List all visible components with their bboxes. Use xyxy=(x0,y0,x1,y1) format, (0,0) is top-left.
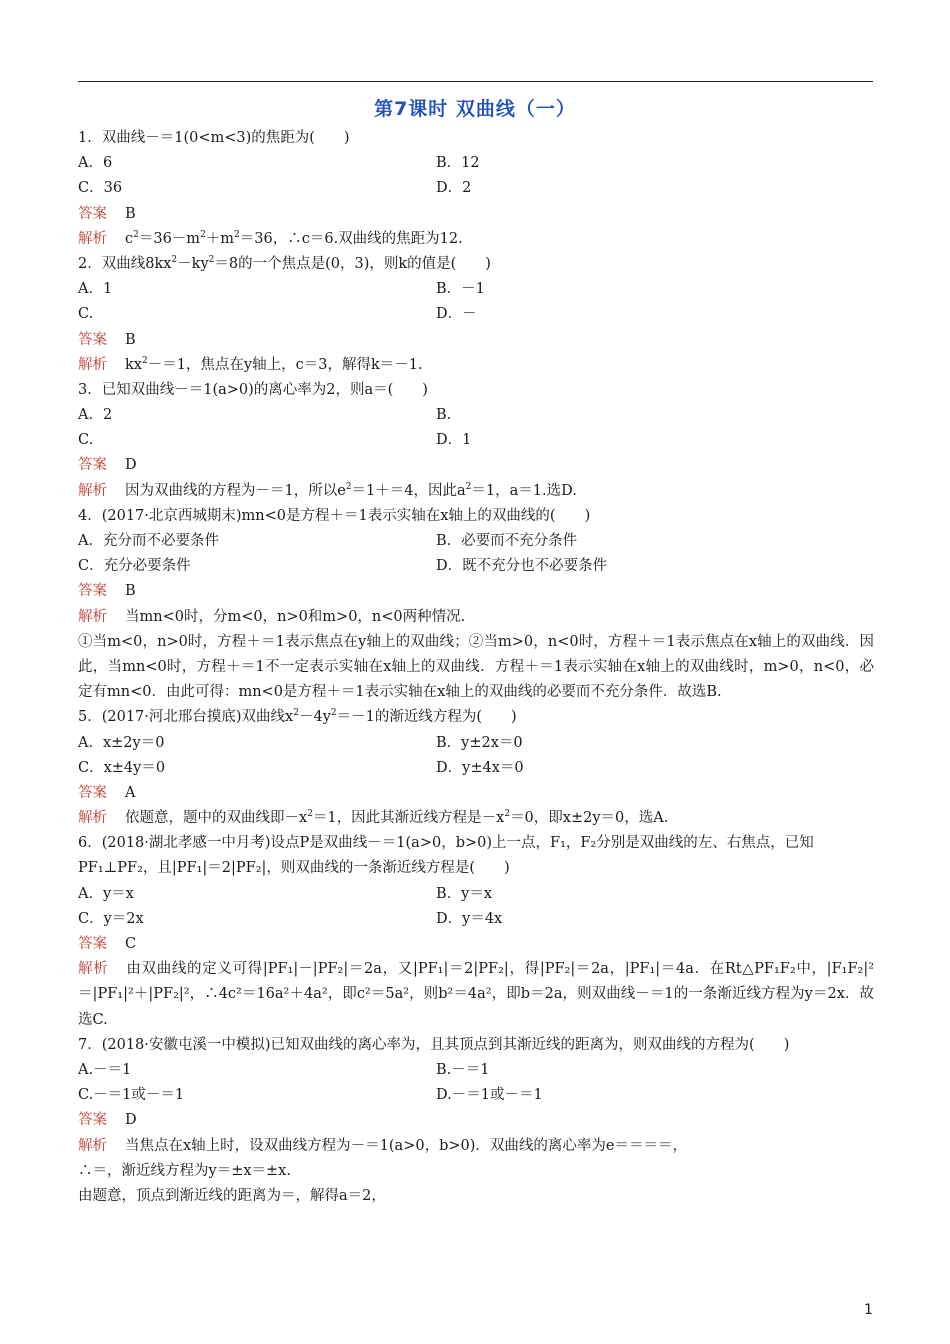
option-a: A．1 xyxy=(78,281,113,298)
option-a: A．6 xyxy=(78,155,113,172)
question-7-analysis: 解析 当焦点在x轴上时，设双曲线方程为－＝1(a>0，b>0)．双曲线的离心率为e＝＝＝＝， xyxy=(78,1137,687,1154)
answer-label: 答案 xyxy=(78,936,107,953)
question-7-analysis-line3: 由题意，顶点到渐近线的距离为＝，解得a＝2， xyxy=(78,1187,386,1204)
question-6-analysis: 解析 由双曲线的定义可得|PF₁|－|PF₂|＝2a，又|PF₁|＝2|PF₂|，得|PF₂|＝2a，|PF₁|＝4a．在Rt△PF₁F₂中，|F₁F₂|²＝|PF₁|²＋|PF₂|²，∴4c²＝16a²＋4a²，即c²＝5a²，则b²＝4a²，即b＝2a，则双曲线－＝1的一条渐近线方程为y＝2x．故选C. xyxy=(78,961,875,1028)
option-a: A.－＝1 xyxy=(78,1062,132,1079)
question-5-stem: 5．(2017·河北邢台摸底)双曲线$x^2-4y^2=-1$的渐近线方程为( ) xyxy=(78,708,517,726)
analysis-label: 解析 xyxy=(78,608,107,625)
option-b: B．y±2x＝0 xyxy=(436,734,523,751)
answer-label: 答案 xyxy=(78,205,107,222)
option-d: D．1 xyxy=(436,432,472,449)
analysis-label: 解析 xyxy=(78,482,107,499)
option-b: B. xyxy=(436,407,452,424)
question-7-stem: 7．(2018·安徽屯溪一中模拟)已知双曲线的离心率为，且其顶点到其渐近线的距离为，则双曲线的方程为( ) xyxy=(78,1036,790,1053)
option-b: B.－＝1 xyxy=(436,1062,490,1079)
option-b: B．y＝x xyxy=(436,885,493,902)
answer-label: 答案 xyxy=(78,331,107,348)
option-a: A．x±2y＝0 xyxy=(78,734,165,751)
page-title: 第7课时 双曲线（一） xyxy=(374,98,576,120)
question-6-stem-line1: 6．(2018·湖北孝感一中月考)设点P是双曲线－＝1(a>0，b>0)上一点，F₁，F₂分别是双曲线的左、右焦点，已知 xyxy=(78,835,814,852)
question-3-options-row2 xyxy=(78,428,874,453)
page-number: 1 xyxy=(864,1302,873,1318)
question-4-options-row1 xyxy=(78,529,874,554)
question-6-answer: 答案 C xyxy=(78,936,137,953)
option-d: D．－ xyxy=(436,306,477,323)
question-1-analysis: 解析 $c^2=36-m^2+m^2=36$，∴c＝6.双曲线的焦距为12. xyxy=(78,229,463,247)
analysis-label: 解析 xyxy=(78,356,107,373)
question-4-analysis-paragraph: ①当m<0，n>0时，方程＋＝1表示焦点在y轴上的双曲线；②当m>0，n<0时，方程＋＝1表示焦点在x轴上的双曲线．因此，当mn<0时，方程＋＝1不一定表示实轴在x轴上的双曲线．方程＋＝1表示实轴在x轴上的双曲线时，m>0，n<0，必定有mn<0．由此可得：mn<0是方程＋＝1表示实轴在x轴上的双曲线的必要而不充分条件．故选B. xyxy=(78,633,874,701)
question-2-options-row2 xyxy=(78,302,874,327)
option-d: D．y＝4x xyxy=(436,910,503,927)
question-2-options-row1 xyxy=(78,277,874,302)
option-b: B．－1 xyxy=(436,281,485,298)
question-5-options-row2 xyxy=(78,756,874,781)
option-c: C. xyxy=(78,432,94,449)
analysis-label: 解析 xyxy=(78,230,107,247)
option-c: C．x±4y＝0 xyxy=(78,759,166,776)
option-c: C.－＝1或－＝1 xyxy=(78,1087,185,1104)
question-7-options-row2 xyxy=(78,1083,874,1108)
question-1-stem: 1．双曲线－＝1(0<m<3)的焦距为( ) xyxy=(78,130,350,146)
question-7-analysis-line2: ∴＝，渐近线方程为y＝±x＝±x. xyxy=(78,1162,291,1179)
question-6-stem-line2: PF₁⊥PF₂，且|PF₁|＝2|PF₂|，则双曲线的一条渐近线方程是( ) xyxy=(78,860,510,877)
option-a: A．充分而不必要条件 xyxy=(78,533,219,549)
question-7-answer: 答案 D xyxy=(78,1112,137,1129)
question-5-answer: 答案 A xyxy=(78,784,136,801)
answer-label: 答案 xyxy=(78,1112,107,1129)
analysis-label: 解析 xyxy=(78,810,107,827)
question-3-answer: 答案 D xyxy=(78,457,137,474)
answer-label: 答案 xyxy=(78,583,107,600)
question-6-options-row2 xyxy=(78,907,874,932)
option-d: D.－＝1或－＝1 xyxy=(436,1087,543,1104)
option-d: D．y±4x＝0 xyxy=(436,759,524,776)
option-b: B．必要而不充分条件 xyxy=(436,533,578,549)
question-3-options-row1 xyxy=(78,403,874,428)
option-c: C. xyxy=(78,306,94,323)
question-5-options-row1 xyxy=(78,731,874,756)
option-c: C．y＝2x xyxy=(78,910,144,927)
analysis-label: 解析 xyxy=(78,1137,107,1154)
question-2-stem: 2．双曲线$8kx^2-ky^2=8$的一个焦点是(0，3)，则k的值是( ) xyxy=(78,255,491,272)
option-c: C．36 xyxy=(78,180,123,197)
option-b: B．12 xyxy=(436,155,480,172)
question-3-stem: 3．已知双曲线－＝1(a>0)的离心率为2，则a＝( ) xyxy=(78,381,428,398)
answer-label: 答案 xyxy=(78,784,107,801)
question-2-answer: 答案 B xyxy=(78,331,136,348)
question-1-options-row2 xyxy=(78,176,874,201)
question-5-analysis: 解析 依题意，题中的双曲线即$-x^2=1$，因此其渐近线方程是$-x^2=0$，即x±2y＝0，选A. xyxy=(78,809,669,827)
option-c: C．充分必要条件 xyxy=(78,558,191,575)
header-rule xyxy=(78,81,873,82)
question-2-analysis: 解析 $kx^2-=1$，焦点在y轴上，c＝3，解得k＝－1. xyxy=(78,355,423,373)
question-3-analysis: 解析 因为双曲线的方程为－＝1，所以$e^2=1+=4$，因此$a^2=1$，a＝1.选D. xyxy=(78,481,577,499)
answer-label: 答案 xyxy=(78,457,107,474)
question-1-options-row1 xyxy=(78,151,874,176)
question-7-options-row1 xyxy=(78,1058,874,1083)
analysis-label: 解析 xyxy=(78,961,109,978)
option-a: A．y＝x xyxy=(78,885,134,902)
question-1-answer: 答案 B xyxy=(78,205,136,222)
question-6-options-row1 xyxy=(78,882,874,907)
option-d: D．2 xyxy=(436,180,472,197)
question-4-analysis: 解析 当mn<0时，分m<0，n>0和m>0，n<0两种情况. xyxy=(78,608,466,625)
document-body xyxy=(78,126,874,1209)
question-4-answer: 答案 B xyxy=(78,583,136,600)
question-4-options-row2 xyxy=(78,554,874,579)
option-d: D．既不充分也不必要条件 xyxy=(436,558,608,575)
option-a: A．2 xyxy=(78,407,113,424)
question-4-stem: 4．(2017·北京西城期末)mn<0是方程＋＝1表示实轴在x轴上的双曲线的( ) xyxy=(78,507,591,524)
